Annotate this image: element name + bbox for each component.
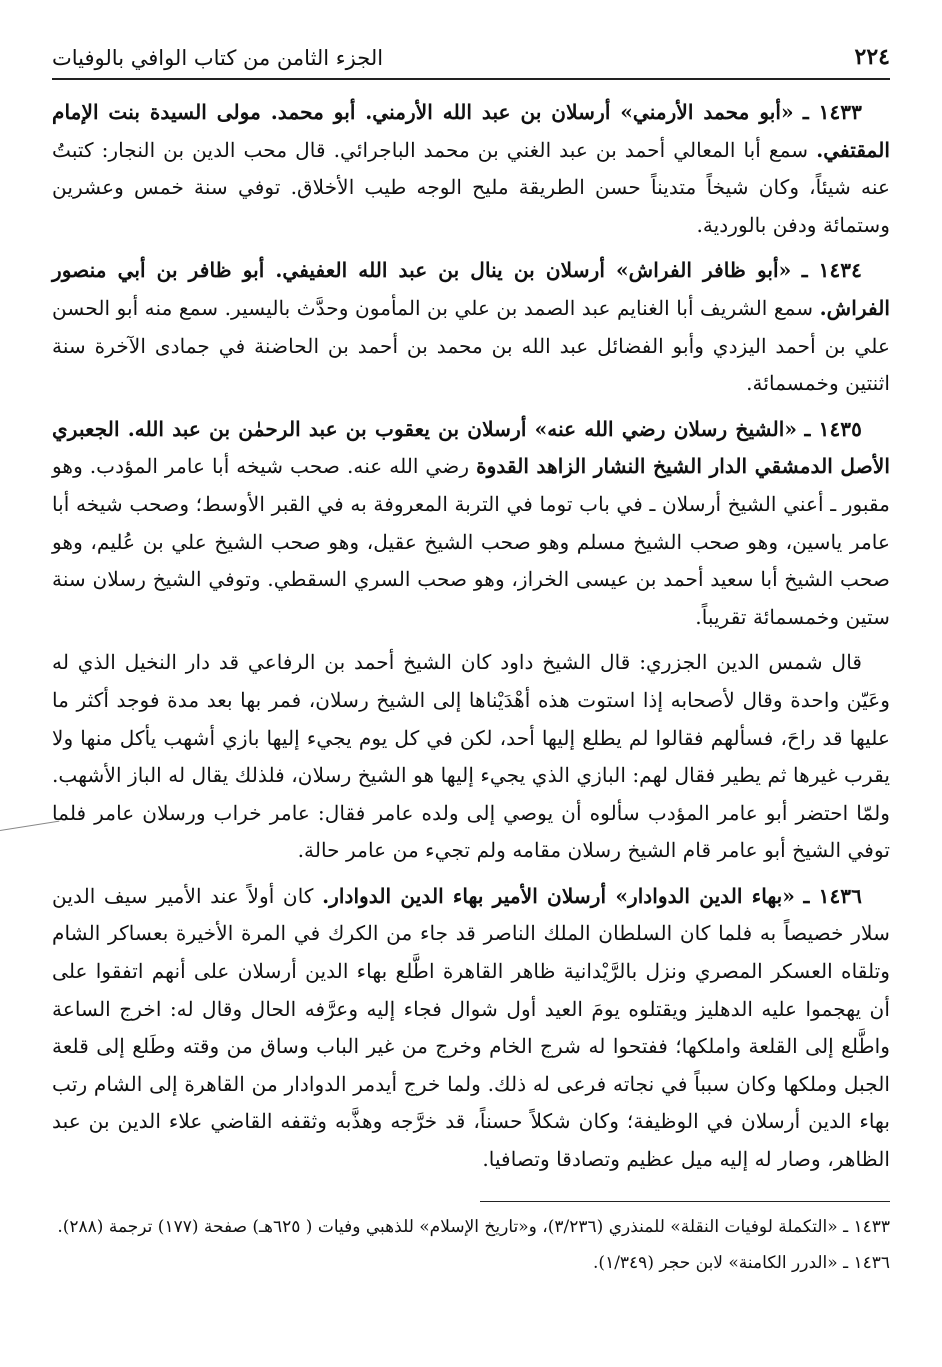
entry-text: سمع الشريف أبا الغنايم عبد الصمد بن علي بن المأمون وحدَّث باليسير. سمع منه أبو الحسن علي بن أحمد اليزدي وأبو الفضائل عبد الله بن محمد بن أحمد بن الحاضنة في جمادى الآخرة سنة اثنتين وخمسمائة. — [52, 295, 890, 396]
entry-1436 — [52, 878, 890, 1179]
entry-number: ١٤٣٣ ـ — [802, 100, 862, 124]
entry-number: ١٤٣٦ ـ — [803, 883, 862, 908]
entry-heading: «أبو ظافر الفراش» أرسلان بن ينال بن عبد الله العفيفي. أبو ظافر بن أبي منصور الفراش. — [52, 258, 890, 320]
entry-1435 — [52, 411, 890, 637]
entry-text: سمع أبا المعالي أحمد بن عبد الغني بن محمد الباجرائي. قال محب الدين بن النجار: كتبتُ عنه شيئاً، وكان شيخاً متديناً حسن الطريقة مليح الوجه طيب الأخلاق. توفي سنة خمس وعشرين وستمائة ودفن بالوردية. — [52, 137, 890, 237]
page-header — [52, 36, 890, 80]
entry-heading: «الشيخ رسلان رضي الله عنه» أرسلان بن يعقوب بن عبد الرحمٰن بن عبد الله. الجعبري الأصل الدمشقي الدار الشيخ النشار الزاهد القدوة — [52, 416, 890, 479]
book-page — [52, 36, 890, 1336]
entry-heading: «بهاء الدين الدوادار» أرسلان الأمير بهاء الدين الدوادار. — [322, 883, 795, 908]
scan-mark — [0, 821, 59, 831]
footnotes — [52, 1212, 890, 1278]
entry-1434 — [52, 252, 890, 402]
entry-number: ١٤٣٤ ـ — [801, 258, 862, 283]
entry-number: ١٤٣٥ ـ — [804, 416, 862, 441]
main-text — [52, 94, 890, 1179]
footnote-1433: ١٤٣٣ ـ «التكملة لوفيات النقلة» للمنذري (٣/٢٣٦)، و«تاريخ الإسلام» للذهبي وفيات ( ٦٢٥هـ) صفحة (١٧٧) ترجمة (٢٨٨). — [57, 1216, 890, 1237]
page-number: ٢٢٤ — [854, 44, 890, 70]
footnote-separator — [480, 1201, 890, 1202]
footnote-1436: ١٤٣٦ ـ «الدرر الكامنة» لابن حجر (١/٣٤٩). — [593, 1252, 890, 1273]
entry-text: رضي الله عنه. صحب شيخه أبا عامر المؤدب. وهو مقبور ـ أعني الشيخ أرسلان ـ في باب توما في التربة المعروفة به في القبر الأوسط؛ وصحب شيخه أبا عامر ياسين، وهو صحب الشيخ مسلم وهو صحب الشيخ عقيل، وهو صحب الشيخ علي بن عُليم، وهو صحب الشيخ أبا سعيد أحمد بن عيسى الخراز، وهو صحب السري السقطي. وتوفي الشيخ رسلان سنة ستين وخمسمائة تقريباً. — [52, 454, 890, 629]
anecdote-paragraph: قال شمس الدين الجزري: قال الشيخ داود كان الشيخ أحمد بن الرفاعي قد دار النخيل الذي له وعَيّن واحدة وقال لأصحابه إذا استوت هذه أهْدَيْناها إلى الشيخ رسلان، فمر بها بعد مدة فوجد أكثر ما عليها قد راحَ، فسألهم فقالوا لم يطلع إليها أحد، لكن في كل يوم يجيء إليها بازي أشهب يأكل منها ولا يقرب غيرها ثم يطير فقال لهم: البازي الذي يجيء إليها هو الشيخ رسلان، فلذلك يقال له الباز الأشهب. ولمّا احتضر أبو عامر المؤدب سألوه أن يوصي إلى ولده عامر فقال: عامر خراب ورسلان عامر فلما توفي الشيخ أبو عامر قام الشيخ رسلان مقامه ولم تجيء من عامر حالة. — [52, 650, 890, 863]
entry-heading: «أبو محمد الأرمني» أرسلان بن عبد الله الأرمني. أبو محمد. مولى السيدة بنت الإمام المقتفي. — [52, 100, 890, 162]
entry-text: كان أولاً عند الأمير سيف الدين سلار خصيصاً به فلما كان السلطان الملك الناصر قد جاء من الكرك في المرة الأخيرة بعساكر الشام وتلقاه العسكر المصري ونزل بالرَّيْدانية ظاهر القاهرة اطَّلع بهاء الدين أرسلان على أنهم اتفقوا على أن يهجموا عليه الدهليز ويقتلوه يومَ العيد أول شوال فجاء إليه وعرَّفه الحال وقال له: اخرج الساعة واطَّلع إلى القلعة واملكها؛ ففتحوا له شرج الخام وخرج من غير الباب وساق من وقته وطَلع إلى قلعة الجبل وملكها وكان سبباً في نجاته فرعى له ذلك. ولما خرج أيدمر الدوادار من القاهرة إلى الشام رتب بهاء الدين أرسلان في الوظيفة؛ وكان شكلاً حسناً، قد خرَّجه وهذَّبه وثقفه القاضي علاء الدين بن عبد الظاهر، وصار له إليه ميل عظيم وتصادقا وتصافيا. — [52, 883, 890, 1172]
running-title: الجزء الثامن من كتاب الوافي بالوفيات — [52, 46, 384, 70]
entry-1433 — [52, 94, 890, 244]
